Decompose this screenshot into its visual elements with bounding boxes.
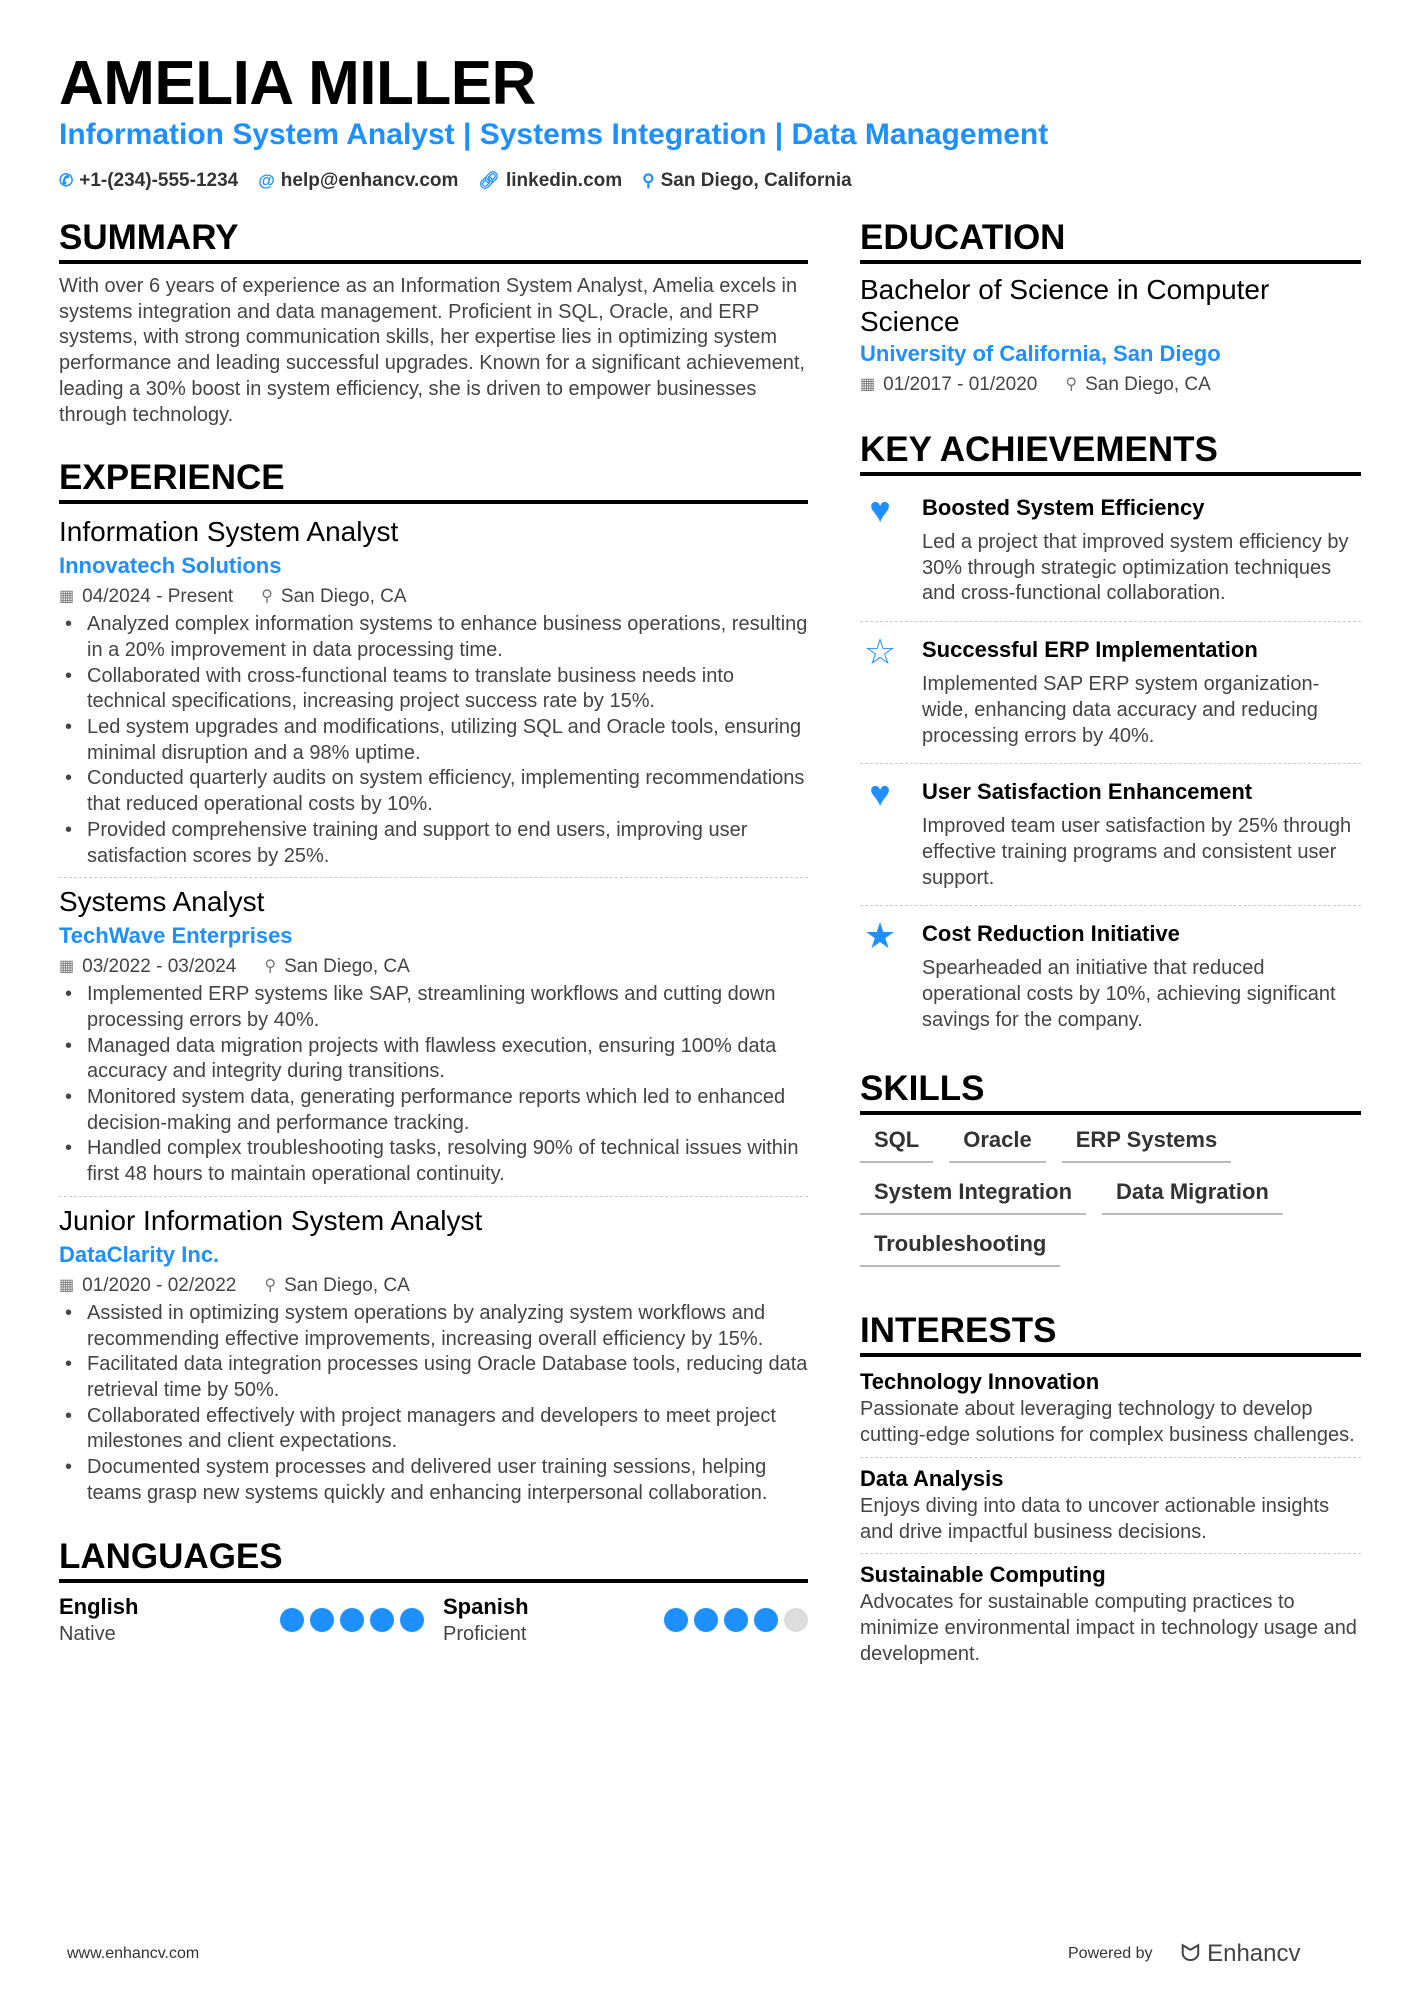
right-column xyxy=(860,218,1361,1667)
rating-dot xyxy=(664,1608,688,1632)
achievement-text: Implemented SAP ERP system organization-wide, enhancing data accuracy and reducing processing errors by 40%. xyxy=(922,673,1320,747)
company: TechWave Enterprises xyxy=(59,923,293,949)
powered-by: Powered by xyxy=(1068,1945,1153,1962)
bullet: • Managed data migration projects with flawless execution, ensuring 100% data accuracy and integrity during transitions. xyxy=(59,1034,808,1085)
divider xyxy=(860,763,1361,764)
languages-heading: LANGUAGES xyxy=(59,1537,808,1583)
location-pin-icon: ⚲ xyxy=(1065,376,1078,393)
job-location: San Diego, CA xyxy=(280,586,407,608)
education-heading: EDUCATION xyxy=(860,218,1361,264)
achievement-title: Cost Reduction Initiative xyxy=(922,921,1180,947)
at-icon: @ xyxy=(258,171,275,190)
job-dates: 01/2020 - 02/2022 xyxy=(82,1274,237,1296)
job-location: San Diego, CA xyxy=(284,1274,410,1296)
bullet: • Handled complex troubleshooting tasks, resolving 90% of technical issues within first 48 hours to maintain operational continuity. xyxy=(59,1136,808,1187)
achievement-title: Successful ERP Implementation xyxy=(922,637,1258,663)
location-pin-icon: ⚲ xyxy=(261,588,273,606)
skills-list xyxy=(860,1127,1361,1267)
achievement-item xyxy=(860,770,1361,897)
email[interactable]: help@enhancv.com xyxy=(280,170,459,191)
bullet: • Conducted quarterly audits on system efficiency, implementing recommendations that reduced operational costs by 10%. xyxy=(59,766,808,817)
language-name: Spanish xyxy=(443,1593,529,1619)
footer-website[interactable]: www.enhancv.com xyxy=(67,1945,200,1962)
candidate-name: AMELIA MILLER xyxy=(59,49,536,118)
calendar-icon: ▦ xyxy=(59,588,75,606)
language-level: Native xyxy=(59,1622,116,1645)
education-dates: 01/2017 - 01/2020 xyxy=(883,374,1038,395)
location-pin-icon: ⚲ xyxy=(642,171,655,190)
interest-item xyxy=(860,1560,1361,1667)
summary-heading: SUMMARY xyxy=(59,218,808,264)
divider xyxy=(860,905,1361,906)
rating-dot xyxy=(340,1608,364,1632)
language-level: Proficient xyxy=(443,1622,527,1645)
skill-tag: ERP Systems xyxy=(1062,1127,1231,1163)
achievement-text: Spearheaded an initiative that reduced operational costs by 10%, achieving significant savings for the company. xyxy=(922,957,1336,1031)
language-item xyxy=(443,1593,808,1647)
rating-dot xyxy=(400,1608,424,1632)
candidate-title: Information System Analyst | Systems Integration | Data Management xyxy=(59,118,1049,151)
job-bullets xyxy=(59,982,808,1188)
heart-icon: ♥ xyxy=(869,773,891,815)
bullet: • Implemented ERP systems like SAP, streamlining workflows and cutting down processing errors by 40%. xyxy=(59,982,808,1033)
job-location: San Diego, CA xyxy=(284,956,410,978)
star-icon: ★ xyxy=(863,915,897,957)
interests-heading: INTERESTS xyxy=(860,1311,1361,1357)
divider xyxy=(59,877,808,878)
language-item xyxy=(59,1593,424,1647)
bullet: • Facilitated data integration processes using Oracle Database tools, reducing data retrieval time by 50%. xyxy=(59,1352,808,1403)
language-rating xyxy=(664,1608,808,1632)
language-name: English xyxy=(59,1593,139,1619)
location: San Diego, California xyxy=(660,170,852,191)
divider xyxy=(860,1553,1361,1554)
interests-list xyxy=(860,1367,1361,1667)
achievement-item xyxy=(860,628,1361,755)
bullet: • Documented system processes and delivered user training sessions, helping teams grasp new systems quickly and enhancing interpersonal collaboration. xyxy=(59,1455,808,1506)
left-column xyxy=(59,218,808,1647)
skill-tag: Troubleshooting xyxy=(860,1231,1060,1267)
achievement-item xyxy=(860,912,1361,1039)
interest-item xyxy=(860,1367,1361,1448)
skill-tag: Oracle xyxy=(949,1127,1046,1163)
bullet: • Analyzed complex information systems to enhance business operations, resulting in a 20% improvement in data processing time. xyxy=(59,612,808,663)
heart-icon: ♥ xyxy=(869,489,891,530)
divider xyxy=(860,1457,1361,1458)
job-dates: 03/2022 - 03/2024 xyxy=(82,956,237,978)
interest-title: Sustainable Computing xyxy=(860,1562,1106,1588)
job-title: Information System Analyst xyxy=(59,516,399,548)
company: DataClarity Inc. xyxy=(59,1241,220,1267)
skill-tag: Data Migration xyxy=(1102,1179,1283,1215)
company: Innovatech Solutions xyxy=(59,553,282,579)
linkedin[interactable]: linkedin.com xyxy=(506,170,623,191)
skill-tag: System Integration xyxy=(860,1179,1086,1215)
contact-bar xyxy=(59,170,852,192)
interest-text: Passionate about leveraging technology to develop cutting-edge solutions for complex business challenges. xyxy=(860,1398,1355,1447)
rating-dot xyxy=(694,1608,718,1632)
job-title: Junior Information System Analyst xyxy=(59,1204,483,1236)
job-entry xyxy=(59,514,808,878)
bullet: • Led system upgrades and modifications, utilizing SQL and Oracle tools, ensuring minimal disruption and a 98% uptime. xyxy=(59,715,808,766)
star-outline-icon: ☆ xyxy=(863,631,897,673)
bullet: • Assisted in optimizing system operations by analyzing system workflows and recommending effective improvements, increasing overall efficiency by 15%. xyxy=(59,1301,808,1352)
divider xyxy=(59,1196,808,1197)
enhancv-logo: ᗢ Enhancv xyxy=(1180,1940,1301,1967)
achievement-title: User Satisfaction Enhancement xyxy=(922,779,1253,805)
languages-list xyxy=(59,1593,808,1647)
skill-tag: SQL xyxy=(860,1127,933,1163)
job-dates: 04/2024 - Present xyxy=(82,586,234,608)
degree: Bachelor of Science in Computer Science xyxy=(860,274,1270,337)
link-icon: 🔗︎ xyxy=(478,171,500,190)
rating-dot xyxy=(724,1608,748,1632)
location-pin-icon: ⚲ xyxy=(264,958,277,976)
experience-heading: EXPERIENCE xyxy=(59,458,808,504)
location-pin-icon: ⚲ xyxy=(264,1276,277,1294)
bullet: • Collaborated effectively with project managers and developers to meet project milestones and client expectations. xyxy=(59,1404,808,1455)
interest-item xyxy=(860,1464,1361,1545)
interest-text: Enjoys diving into data to uncover actionable insights and drive impactful business decisions. xyxy=(860,1494,1330,1543)
interest-text: Advocates for sustainable computing practices to minimize environmental impact in technology usage and development. xyxy=(860,1591,1357,1665)
interest-title: Data Analysis xyxy=(860,1465,1004,1491)
achievements-heading: KEY ACHIEVEMENTS xyxy=(860,430,1361,476)
rating-dot xyxy=(784,1608,808,1632)
achievement-text: Improved team user satisfaction by 25% through effective training programs and consistent user support. xyxy=(922,815,1352,889)
calendar-icon: ▦ xyxy=(59,1276,75,1294)
rating-dot xyxy=(310,1608,334,1632)
job-title: Systems Analyst xyxy=(59,886,265,918)
interest-title: Technology Innovation xyxy=(860,1369,1100,1395)
achievement-item xyxy=(860,486,1361,613)
job-entry xyxy=(59,884,808,1197)
rating-dot xyxy=(754,1608,778,1632)
achievement-text: Led a project that improved system efficiency by 30% through strategic optimization techniques and cross-functional collaboration. xyxy=(922,531,1349,605)
language-rating xyxy=(280,1608,424,1632)
achievements-list xyxy=(860,486,1361,1039)
calendar-icon: ▦ xyxy=(59,958,75,976)
rating-dot xyxy=(280,1608,304,1632)
experience-list xyxy=(59,514,808,1506)
school: University of California, San Diego xyxy=(860,341,1221,366)
job-bullets xyxy=(59,1301,808,1507)
job-entry xyxy=(59,1203,808,1507)
logo-icon: ᗢ xyxy=(1180,1940,1201,1967)
skills-heading: SKILLS xyxy=(860,1069,1361,1115)
rating-dot xyxy=(370,1608,394,1632)
job-bullets xyxy=(59,612,808,869)
achievement-title: Boosted System Efficiency xyxy=(922,495,1205,520)
calendar-icon: ▦ xyxy=(860,376,876,393)
phone-icon: ✆ xyxy=(59,171,74,190)
divider xyxy=(860,621,1361,622)
bullet: • Monitored system data, generating performance reports which led to enhanced decision-making and performance tracking. xyxy=(59,1085,808,1136)
education-location: San Diego, CA xyxy=(1085,374,1211,395)
bullet: • Collaborated with cross-functional teams to translate business needs into technical specifications, increasing project success rate by 15%. xyxy=(59,664,808,715)
summary-text: With over 6 years of experience as an Information System Analyst, Amelia excels in systems integration and data management. Proficient in SQL, Oracle, and ERP systems, with strong communication skills, her expertise lies in optimizing system performance and leading successful upgrades. Known for a significant achievement, leading a 30% boost in system efficiency, she is driven to empower businesses through technology. xyxy=(59,275,805,426)
phone: +1-(234)-555-1234 xyxy=(79,170,239,191)
bullet: • Provided comprehensive training and support to end users, improving user satisfaction scores by 25%. xyxy=(59,818,808,869)
